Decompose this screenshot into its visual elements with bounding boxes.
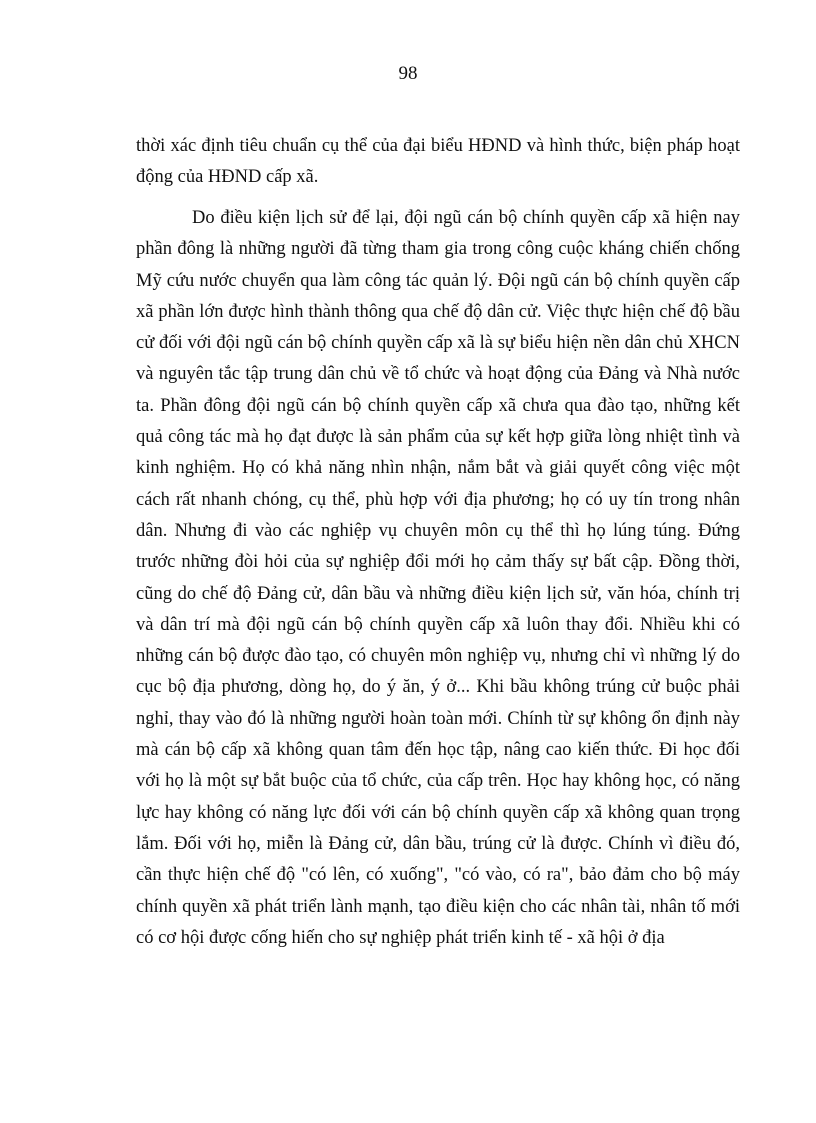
paragraph-continued: thời xác định tiêu chuẩn cụ thể của đại biểu HĐND và hình thức, biện pháp hoạt động của HĐND cấp xã. <box>136 136 740 188</box>
paragraph-main: Do điều kiện lịch sử để lại, đội ngũ cán bộ chính quyền cấp xã hiện nay phần đông là những người đã từng tham gia trong công cuộc kháng chiến chống Mỹ cứu nước chuyển qua làm công tác quản lý. Đội ngũ cán bộ chính quyền cấp xã phần lớn được hình thành thông qua chế độ dân cử. Việc thực hiện chế độ bầu cử đối với đội ngũ cán bộ chính quyền cấp xã là sự biểu hiện nền dân chủ XHCN và nguyên tắc tập trung dân chủ về tổ chức và hoạt động của Đảng và Nhà nước ta. Phần đông đội ngũ cán bộ chính quyền cấp xã chưa qua đào tạo, những kết quả công tác mà họ đạt được là sản phẩm của sự kết hợp giữa lòng nhiệt tình và kinh nghiệm. Họ có khả năng nhìn nhận, nắm bắt và giải quyết công việc một cách rất nhanh chóng, cụ thể, phù hợp với địa phương; họ có uy tín trong nhân dân. Nhưng đi vào các nghiệp vụ chuyên môn cụ thể thì họ lúng túng. Đứng trước những đòi hỏi của sự nghiệp đổi mới họ cảm thấy sự bất cập. Đồng thời, cũng do chế độ Đảng cử, dân bầu và những điều kiện lịch sử, văn hóa, chính trị và dân trí mà đội ngũ cán bộ chính quyền cấp xã luôn thay đổi. Nhiều khi có những cán bộ được đào tạo, có chuyên môn nghiệp vụ, nhưng chỉ vì những lý do cục bộ địa phương, dòng họ, do ý ăn, ý ở... Khi bầu không trúng cử buộc phải nghỉ, thay vào đó là những người hoàn toàn mới. Chính từ sự không ổn định này mà cán bộ cấp xã không quan tâm đến học tập, nâng cao kiến thức. Đi học đối với họ là một sự bắt buộc của tổ chức, của cấp trên. Học hay không học, có năng lực hay không có năng lực đối với cán bộ chính quyền cấp xã không quan trọng lắm. Đối với họ, miễn là Đảng cử, dân bầu, trúng cử là được. Chính vì điều đó, cần thực hiện chế độ "có lên, có xuống", "có vào, có ra", bảo đảm cho bộ máy chính quyền xã phát triển lành mạnh, tạo điều kiện cho các nhân tài, nhân tố mới có cơ hội được cống hiến cho sự nghiệp phát triển kinh tế - xã hội ở địa <box>136 208 740 948</box>
page-number: 98 <box>398 63 418 84</box>
